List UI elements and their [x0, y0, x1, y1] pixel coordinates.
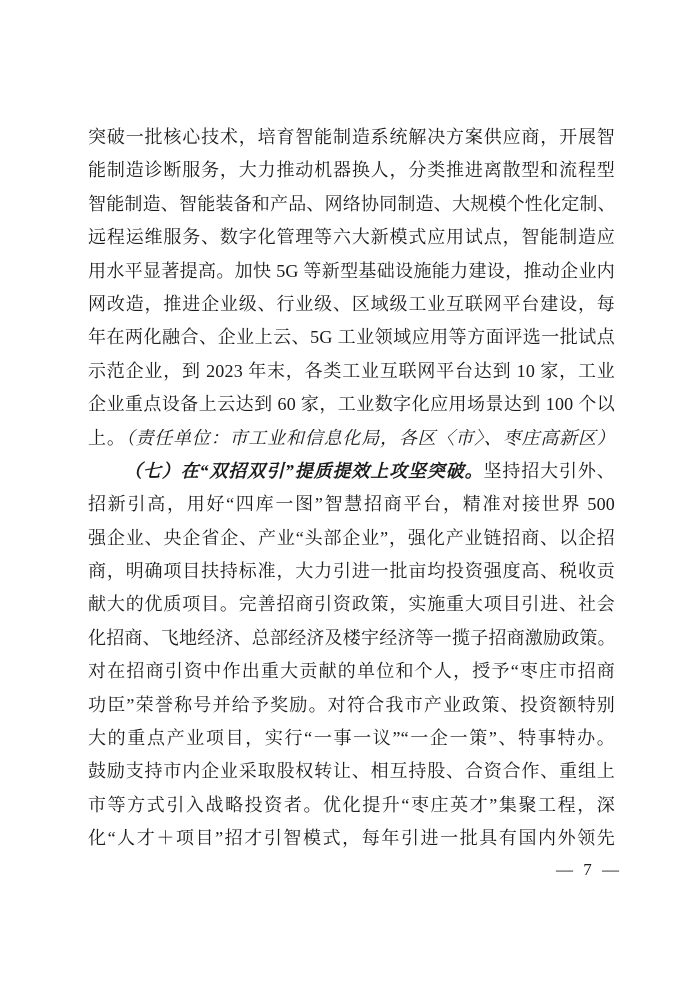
responsibility-unit-clause: （责任单位：市工业和信息化局，各区〈市〉、枣庄高新区）	[125, 427, 615, 448]
body-line: 鼓励支持市内企业采取股权转让、相互持股、合资合作、重组上	[88, 761, 615, 782]
body-line: 招新引高，用好“四库一图”智慧招商平台，精准对接世界 500	[88, 494, 615, 515]
body-line: 企业重点设备上云达到 60 家，工业数字化应用场景达到 100 个以	[88, 394, 615, 415]
body-line: 市等方式引入战略投资者。优化提升“枣庄英才”集聚工程，深	[88, 794, 615, 815]
body-line: 商，明确项目扶持标准，大力引进一批亩均投资强度高、税收贡	[88, 561, 615, 582]
body-line: 网改造，推进企业级、行业级、区域级工业互联网平台建设，每	[88, 293, 615, 314]
document-body	[88, 121, 615, 856]
body-line: 强企业、央企省企、产业“头部企业”，强化产业链招商、以企招	[88, 527, 615, 548]
body-line-paragraph-end	[88, 422, 615, 455]
section-heading-line	[88, 455, 615, 488]
body-line: 能制造诊断服务，大力推动机器换人，分类推进离散型和流程型	[88, 160, 615, 181]
body-line: 对在招商引资中作出重大贡献的单位和个人，授予“枣庄市招商	[88, 661, 615, 682]
body-line: 化“人才＋项目”招才引智模式，每年引进一批具有国内外领先	[88, 828, 615, 849]
page-number: — 7 —	[556, 860, 622, 879]
body-line: 献大的优质项目。完善招商引资政策，实施重大项目引进、社会	[88, 594, 615, 615]
sentence-end-text: 上。	[88, 427, 126, 448]
body-line: 智能制造、智能装备和产品、网络协同制造、大规模个性化定制、	[88, 193, 616, 214]
body-line: 年在两化融合、企业上云、5G 工业领域应用等方面评选一批试点	[88, 327, 615, 348]
body-line: 大的重点产业项目，实行“一事一议”“一企一策”、特事特办。	[88, 728, 615, 749]
body-line: 用水平显著提高。加快 5G 等新型基础设施能力建设，推动企业内	[88, 260, 615, 281]
section-heading: （七）在“双招双引”提质提效上攻坚突破。	[124, 460, 484, 481]
body-line: 化招商、飞地经济、总部经济及楼宇经济等一揽子招商激励政策。	[88, 627, 616, 648]
body-line: 远程运维服务、数字化管理等六大新模式应用试点，智能制造应	[88, 227, 615, 248]
body-line: 突破一批核心技术，培育智能制造系统解决方案供应商，开展智	[88, 127, 615, 147]
body-line: 示范企业，到 2023 年末，各类工业互联网平台达到 10 家，工业	[88, 360, 615, 381]
body-line: 功臣”荣誉称号并给予奖励。对符合我市产业政策、投资额特别	[88, 694, 615, 715]
section-heading-tail: 坚持招大引外、	[483, 460, 616, 481]
